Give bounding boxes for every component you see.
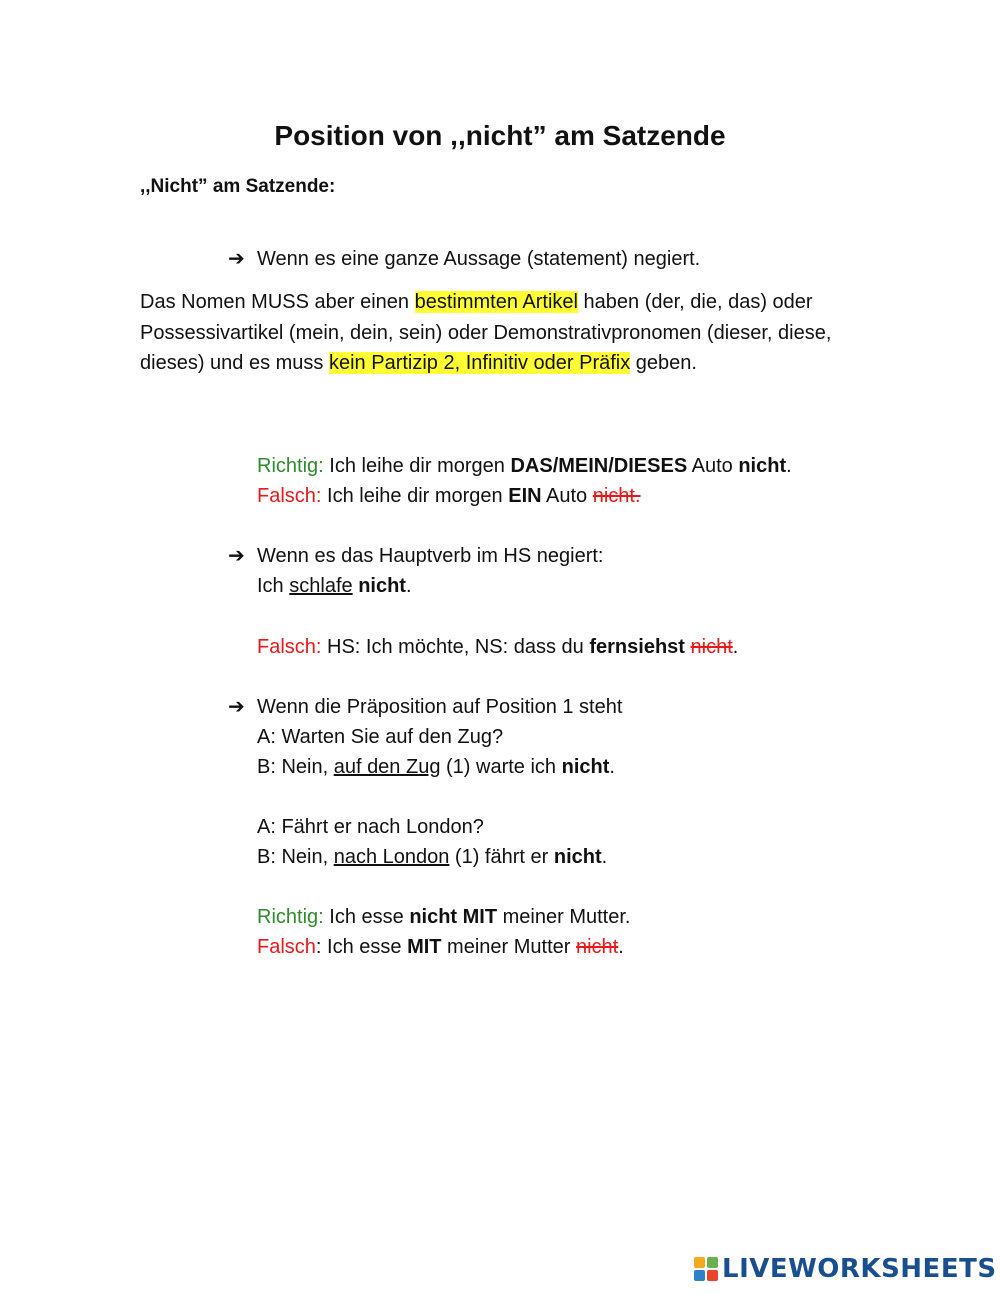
example-4-wrong: Falsch: Ich esse MIT meiner Mutter nicht. bbox=[257, 936, 624, 958]
logo-text: LIVEWORKSHEETS bbox=[722, 1254, 997, 1284]
logo-block bbox=[707, 1257, 718, 1268]
rule-2-text: Wenn es das Hauptverb im HS negiert: bbox=[257, 545, 604, 567]
highlight-definite-article: bestimmten Artikel bbox=[414, 291, 578, 313]
dialog-2-answer: B: Nein, nach London (1) fährt er nicht. bbox=[257, 846, 608, 868]
logo-block bbox=[694, 1257, 705, 1268]
underlined-phrase: auf den Zug bbox=[333, 756, 441, 778]
wrong-label: Falsch bbox=[257, 936, 316, 958]
example-3-wrong: Falsch: HS: Ich möchte, NS: dass du fernsiehst nicht. bbox=[257, 636, 739, 658]
struck-word: nicht bbox=[690, 636, 733, 658]
section-subtitle: ,,Nicht” am Satzende: bbox=[140, 176, 336, 197]
correct-label: Richtig: bbox=[257, 906, 324, 928]
worksheet-title: Position von ,,nicht” am Satzende bbox=[274, 120, 726, 151]
example-4-correct: Richtig: Ich esse nicht MIT meiner Mutter. bbox=[257, 906, 631, 928]
wrong-label: Falsch: bbox=[257, 636, 322, 658]
logo-block bbox=[707, 1270, 718, 1281]
struck-word: nicht. bbox=[592, 485, 641, 507]
underlined-phrase: nach London bbox=[333, 846, 450, 868]
explanation-paragraph: Das Nomen MUSS aber einen bestimmten Artikel haben (der, die, das) oder Possessivartikel (mein, dein, sein) oder Demonstrativpronomen (dieser, diese, dieses) und es muss kein Partizip 2, Infinitiv oder Präfix geben. bbox=[140, 291, 832, 374]
logo-blocks-icon bbox=[694, 1257, 718, 1281]
dialog-1-question: A: Warten Sie auf den Zug? bbox=[257, 726, 504, 748]
example-2: Ich schlafe nicht. bbox=[257, 575, 412, 597]
liveworksheets-logo bbox=[694, 1254, 997, 1284]
wrong-label: Falsch: bbox=[257, 485, 322, 507]
dialog-2-question: A: Fährt er nach London? bbox=[257, 816, 484, 838]
dialog-1-answer: B: Nein, auf den Zug (1) warte ich nicht. bbox=[257, 756, 615, 778]
example-1-correct: Richtig: Ich leihe dir morgen DAS/MEIN/DIESES Auto nicht. bbox=[257, 455, 792, 477]
arrow-right-icon: ➔ bbox=[228, 248, 245, 270]
arrow-right-icon: ➔ bbox=[228, 545, 245, 567]
underlined-verb: schlafe bbox=[289, 575, 353, 597]
highlight-no-participle: kein Partizip 2, Infinitiv oder Präfix bbox=[328, 352, 631, 374]
example-1-wrong: Falsch: Ich leihe dir morgen EIN Auto nicht. bbox=[257, 485, 641, 507]
struck-word: nicht bbox=[575, 936, 619, 958]
rule-1-text: Wenn es eine ganze Aussage (statement) negiert. bbox=[257, 248, 701, 270]
rule-3-text: Wenn die Präposition auf Position 1 steht bbox=[257, 696, 623, 718]
arrow-right-icon: ➔ bbox=[228, 696, 245, 718]
logo-block bbox=[694, 1270, 705, 1281]
correct-label: Richtig: bbox=[257, 455, 324, 477]
